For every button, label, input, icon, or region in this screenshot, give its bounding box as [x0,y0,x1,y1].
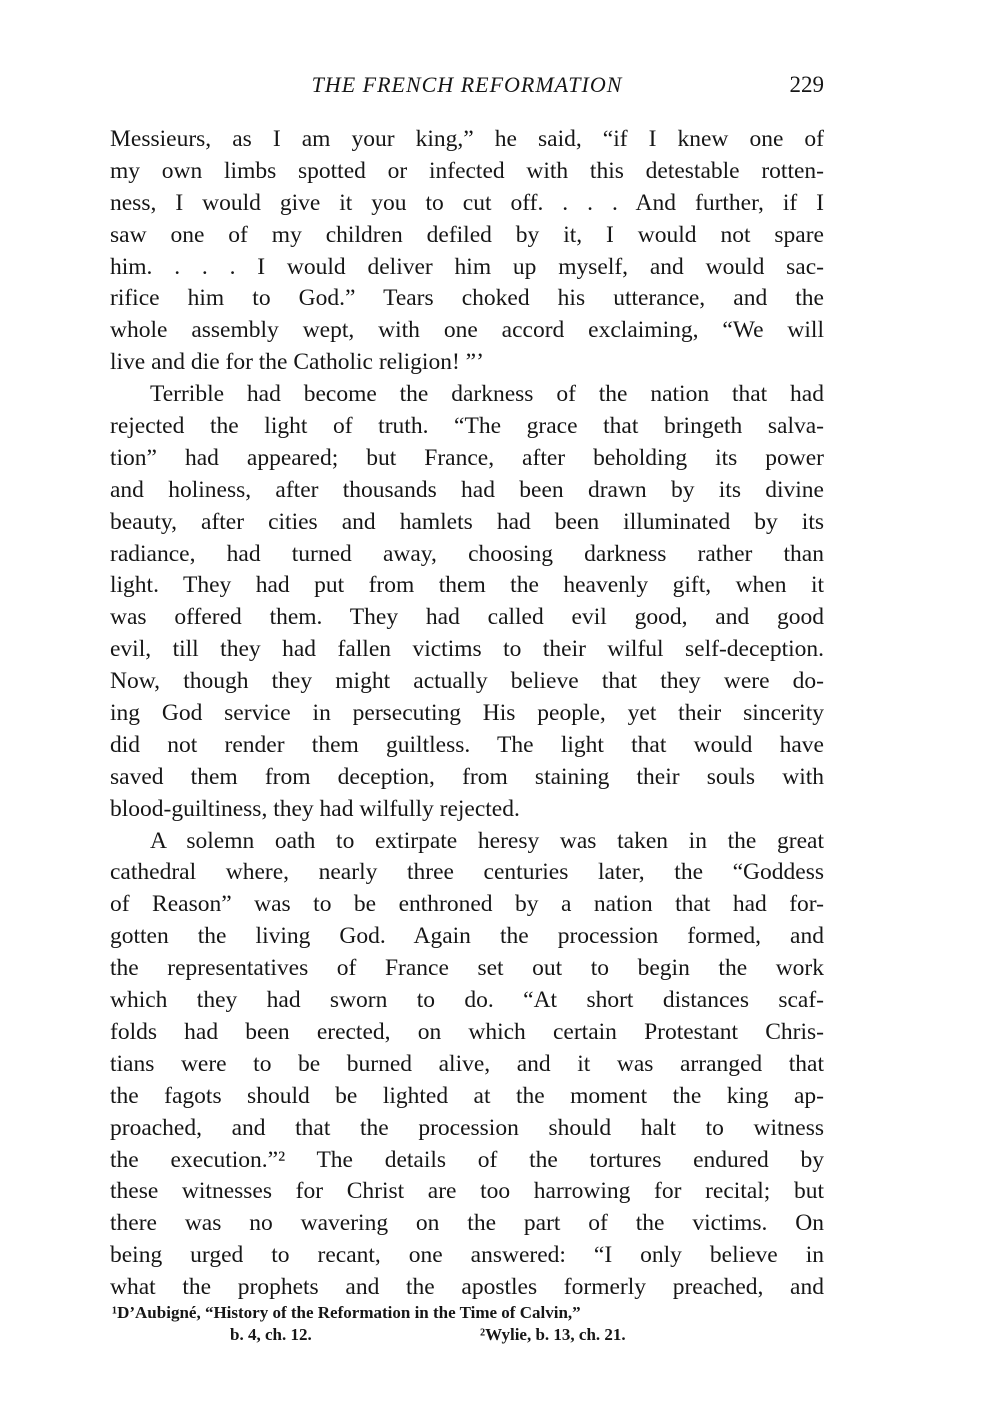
text-line: there was no wavering on the part of the victims. On [110,1210,824,1237]
text-line: ing God service in persecuting His people, yet their sincerity [110,700,824,727]
text-line: and holiness, after thousands had been drawn by its divine [110,476,824,503]
running-title: THE FRENCH REFORMATION [311,72,623,97]
text-line: tians were to be burned alive, and it was arranged that [110,1050,824,1077]
text-line: rifice him to God.” Tears choked his utterance, and the [110,285,824,312]
text-line: the representatives of France set out to begin the work [110,955,824,982]
text-line: my own limbs spotted or infected with this detestable rotten- [110,157,824,184]
text-line: the fagots should be lighted at the moment the king ap- [110,1082,824,1109]
text-line: was offered them. They had called evil good, and good [110,604,824,631]
text-line: cathedral where, nearly three centuries later, the “Goddess [110,859,824,886]
text-line: what the prophets and the apostles formerly preached, and [110,1274,824,1301]
text-line: radiance, had turned away, choosing darkness rather than [110,540,824,567]
text-line: these witnesses for Christ are too harrowing for recital; but [110,1178,824,1205]
running-head [110,72,824,104]
text-line: proached, and that the procession should halt to witness [110,1114,824,1141]
text-line: him. . . . I would deliver him up myself, and would sac- [110,253,824,280]
text-line: whole assembly wept, with one accord exclaiming, “We will [110,317,824,344]
footnotes [110,1302,824,1346]
text-line: folds had been erected, on which certain Protestant Chris- [110,1018,824,1045]
text-line: which they had sworn to do. “At short distances scaf- [110,987,824,1014]
text-line: blood-guiltiness, they had wilfully rejected. [110,795,520,822]
text-line: light. They had put from them the heavenly gift, when it [110,572,824,599]
text-line: beauty, after cities and hamlets had been illuminated by its [110,508,824,535]
text-line: Now, though they might actually believe that they were do- [110,668,824,695]
text-line: rejected the light of truth. “The grace that bringeth salva- [110,413,824,440]
text-line: live and die for the Catholic religion! ”’ [110,349,484,376]
text-line: did not render them guiltless. The light that would have [110,731,824,758]
paragraph-start-line: A solemn oath to extirpate heresy was taken in the great [150,827,824,854]
text-line: tion” had appeared; but France, after beholding its power [110,444,824,471]
footnote-row [110,1324,824,1346]
text-line: ness, I would give it you to cut off. . . . And further, if I [110,189,824,216]
text-line: of Reason” was to be enthroned by a nation that had for- [110,891,824,918]
text-line: saved them from deception, from staining their souls with [110,763,824,790]
text-line: being urged to recant, one answered: “I only believe in [110,1242,824,1269]
footnote-1: ¹D’Aubigné, “History of the Reformation in the Time of Calvin,” [112,1303,581,1322]
footnote-1-citation: b. 4, ch. 12. [230,1325,312,1344]
text-line: saw one of my children defiled by it, I would not spare [110,221,824,248]
page-number: 229 [789,72,824,97]
book-page [110,0,824,1414]
text-line: the execution.”² The details of the tortures endured by [110,1146,824,1173]
text-line: Messieurs, as I am your king,” he said, “if I knew one of [110,126,824,152]
footnote-2: ²Wylie, b. 13, ch. 21. [480,1325,626,1344]
paragraph-start-line: Terrible had become the darkness of the nation that had [150,381,824,408]
body-text [110,124,824,1304]
text-line: gotten the living God. Again the procession formed, and [110,923,824,950]
text-line: evil, till they had fallen victims to their wilful self-deception. [110,636,824,663]
